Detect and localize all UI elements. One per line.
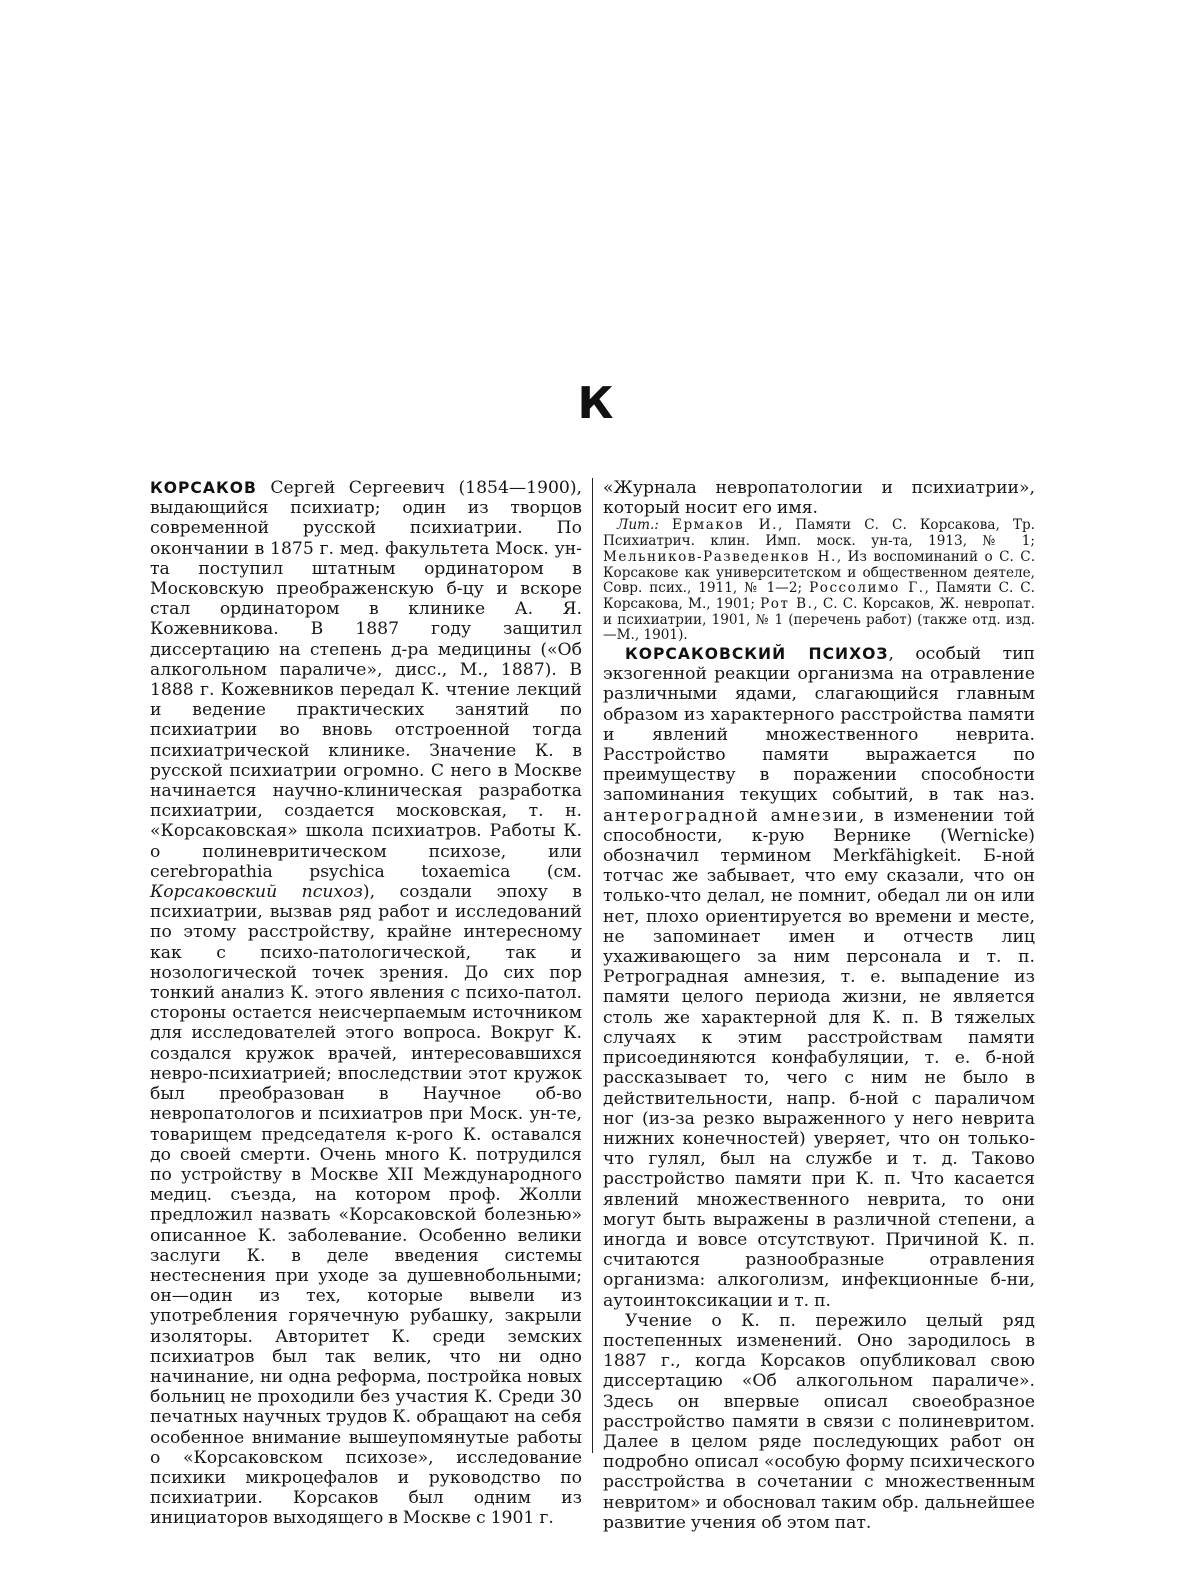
paragraph-text: Учение о К. п. пережило целый ряд постепенных изменений. Оно зародилось в 1887 г., когда Корсаков опубликовал свою диссертацию «Об алкогольном параличе». Здесь он впервые описал своеобразное расстройство памяти в связи с полиневритом. Далее в целом ряде последующих работ он подробно описал «особую форму психического расстройства в сочетании с множественным невритом» и обосновал таким обр. дальнейшее развитие учения об этом пат. xyxy=(603,1310,1035,1533)
entry-text: , особый тип экзогенной реакции организма на отравление различными ядами, слагающийся главным образом из характерного расстройства памяти и явлений множественного неврита. Расстройство памяти выражается по преимуществу в поражении способности запоминания текущих событий, в так наз. xyxy=(603,644,1035,806)
cross-reference: Корсаковский психоз xyxy=(150,882,363,903)
entry-continuation: «Журнала невропатологии и психиатрии», который носит его имя. xyxy=(603,478,1035,519)
left-column xyxy=(150,478,582,1529)
right-column xyxy=(603,478,1036,1533)
spaced-term: антероградной амнезии xyxy=(603,805,859,826)
paragraph xyxy=(603,1311,1035,1533)
entry-text: ), создали эпоху в психиатрии, вызвав ряд работ и исследований по этому расстройству, крайне интересному как с психо-патологической, так и нозологической точек зрения. До сих пор тонкий анализ К. этого явления с психо-патол. стороны остается неисчерпаемым источником для исследователей этого вопроса. Вокруг К. создался кружок врачей, интересовавшихся невро-психиатрией; впоследствии этот кружок был преобразован в Научное об-во невропатологов и психиатров при Моск. ун-те, товарищем председателя к-рого К. оставался до своей смерти. Очень много К. потрудился по устройству в Москве XII Международного медиц. съезда, на котором проф. Жолли предложил назвать «Корсаковской болезнью» описанное К. заболевание. Особенно велики заслуги К. в деле введения системы нестеснения при уходе за душевнобольными; он—один из тех, которые вывели из употребления горячечную рубашку, закрыли изоляторы. Авторитет К. среди земских психиатров был так велик, что ни одно начинание, ни одна реформа, постройка новых больниц не проходили без участия К. Среди 30 печатных научных трудов К. обращают на себя особенное внимание вышеупомянутые работы о «Корсаковском психозе», исследование психики микроцефалов и руководство по психиатрии. Корсаков был одним из инициаторов выходящего в Москве с 1901 г. xyxy=(150,882,582,1529)
literature-author: Россолимо Г. xyxy=(809,580,925,597)
literature-author: Мельников-Разведенков Н. xyxy=(603,548,837,565)
entry-headword-korsakov: КОРСАКОВ xyxy=(150,479,257,497)
entry-headword-psychosis: КОРСАКОВСКИЙ ПСИХОЗ xyxy=(625,645,889,664)
literature-text: , Памяти С. С. Корсакова, М., 1901; xyxy=(603,580,1035,612)
literature-label: Лит.: xyxy=(617,517,659,534)
text-columns xyxy=(150,478,1036,1533)
entry-korsakov xyxy=(150,478,582,1529)
literature-text: , Памяти С. С. Корсакова, Тр. Психиатрич. клин. Имп. моск. ун-та, 1913, № 1; xyxy=(603,517,1035,550)
entry-text: Сергей Сергеевич (1854—1900), выдающийся психиатр; один из творцов современной русской психиатрии. По окончании в 1875 г. мед. факультета Моск. ун-та поступил штатным ординатором в Московскую преображенскую б-цу и вскоре стал ординатором в клинике А. Я. Кожевникова. В 1887 году защитил диссертацию на степень д-ра медицины («Об алкогольном параличе», дисс., М., 1887). В 1888 г. Кожевников передал К. чтение лекций и ведение практических занятий по психиатрии во вновь отстроенной тогда психиатрической клинике. Значение К. в русской психиатрии огромно. С него в Москве начинается научно-клиническая разработка психиатрии, создается московская, т. н. «Корсаковская» школа психиатров. Работы К. о полиневритическом психозе, или cerebropathia psychica toxaemica (см. xyxy=(150,478,582,882)
literature-author: Рот В. xyxy=(760,595,814,612)
literature-author: Ермаков И. xyxy=(672,517,778,534)
column-divider xyxy=(592,478,593,1453)
section-letter: К xyxy=(577,378,614,429)
literature-text: , Из воспоминаний о С. С. Корсакове как университетском и общественном деятеле, Совр. псих., 1911, № 1—2; xyxy=(603,548,1036,597)
entry-text: , в изменении той способности, к-рую Вернике (Wernicke) обозначил термином Merkfähigkeit. Б-ной тотчас же забывает, что ему сказали, что он только-что делал, не помнит, обедал ли он или нет, плохо ориентируется во времени и месте, не запоминает имен и отчеств лиц ухаживающего за ним персонала и т. п. Ретроградная амнезия, т. е. выпадение из памяти целого периода жизни, не является столь же характерной для К. п. В тяжелых случаях к этим расстройствам памяти присоединяются конфабуляции, т. е. б-ной рассказывает то, чего с ним не было в действительности, напр. б-ной с параличом ног (из-за резко выраженного у него неврита нижних конечностей) уверяет, что он только-что гулял, был на службе и т. д. Таково расстройство памяти при К. п. Что касается явлений множественного неврита, то они могут быть выражены в различной степени, а иногда и вовсе отсутствуют. Причиной К. п. считаются разнообразные отравления организма: алкоголизм, инфекционные б-ни, аутоинтоксикации и т. п. xyxy=(603,805,1035,1311)
entry-korsakov-psychosis xyxy=(603,644,1035,1311)
literature-text: , С. С. Корсаков, Ж. невропат. и психиатрии, 1901, № 1 (перечень работ) (также отд. изд.—М., 1901). xyxy=(603,595,1035,644)
literature-block xyxy=(603,518,1035,644)
